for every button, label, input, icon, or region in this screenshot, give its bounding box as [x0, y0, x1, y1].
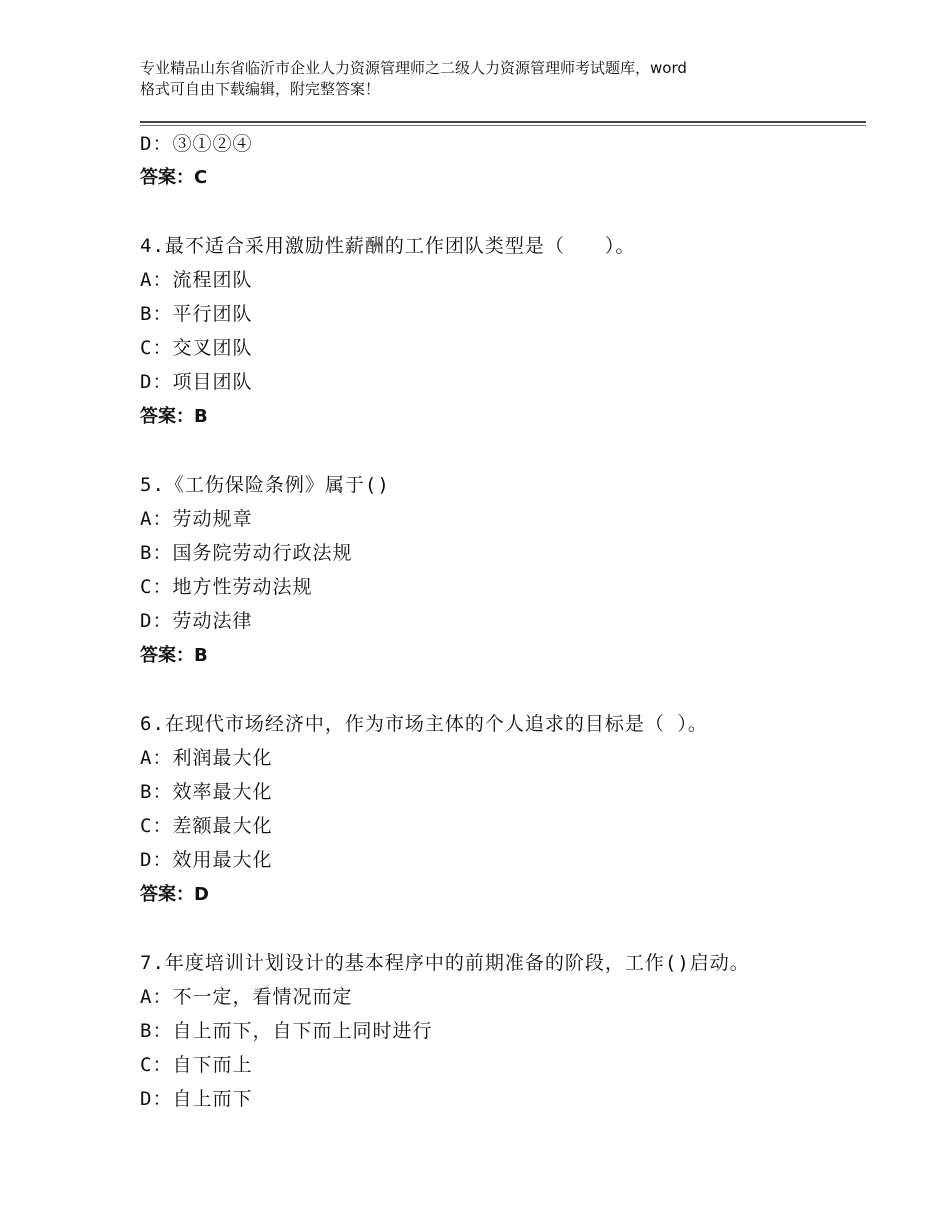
q5-answer: 答案：B [140, 645, 208, 666]
q7-question: 7.年度培训计划设计的基本程序中的前期准备的阶段，工作()启动。 [140, 952, 750, 974]
q4-question: 4.最不适合采用激励性薪酬的工作团队类型是（ ）。 [140, 235, 636, 257]
q6-option-a: A：利润最大化 [140, 747, 273, 769]
q6-option-b: B：效率最大化 [140, 781, 273, 803]
q6-option-d: D：效用最大化 [140, 849, 273, 871]
q5-option-c: C：地方性劳动法规 [140, 576, 313, 598]
q5-option-a: A：劳动规章 [140, 508, 253, 530]
q6-question: 6.在现代市场经济中，作为市场主体的个人追求的目标是（ ）。 [140, 713, 708, 735]
q3-answer: 答案：C [140, 167, 208, 188]
q4-option-d: D：项目团队 [140, 371, 253, 393]
q4-option-b: B：平行团队 [140, 303, 253, 325]
q7-option-b: B：自上而下，自下而上同时进行 [140, 1020, 433, 1042]
header-title-line-2: 格式可自由下载编辑，附完整答案！ [140, 80, 381, 98]
q4-option-a: A：流程团队 [140, 269, 253, 291]
q3-option-d: D：③①②④ [140, 133, 253, 155]
header-divider-thick [140, 121, 866, 123]
q5-question: 5.《工伤保险条例》属于() [140, 474, 390, 496]
header-divider-thin [140, 125, 866, 126]
q7-option-d: D：自上而下 [140, 1088, 253, 1110]
q5-option-b: B：国务院劳动行政法规 [140, 542, 353, 564]
q7-option-c: C：自下而上 [140, 1054, 253, 1076]
q4-answer: 答案：B [140, 406, 208, 427]
header-title-line-1: 专业精品山东省临沂市企业人力资源管理师之二级人力资源管理师考试题库，word [140, 59, 687, 77]
q6-option-c: C：差额最大化 [140, 815, 273, 837]
q6-answer: 答案：D [140, 884, 209, 905]
q4-option-c: C：交叉团队 [140, 337, 253, 359]
q5-option-d: D：劳动法律 [140, 610, 253, 632]
document-header [140, 58, 840, 100]
q7-option-a: A：不一定，看情况而定 [140, 986, 353, 1008]
